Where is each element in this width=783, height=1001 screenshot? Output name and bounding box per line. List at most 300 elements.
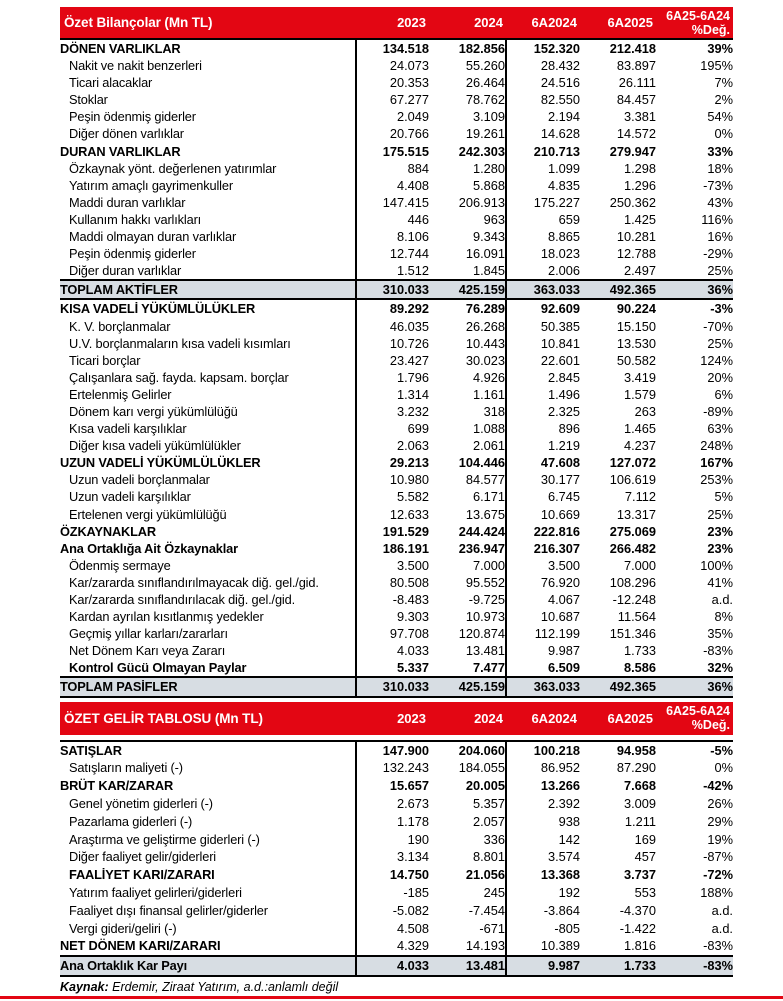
cell-value: 41%	[707, 574, 733, 590]
cell-value: 4.033	[356, 642, 429, 659]
income-statement-header	[60, 702, 733, 735]
cell-value: 2.392	[506, 795, 580, 813]
cell-value: 94.958	[580, 741, 656, 760]
cell-value: 2.194	[506, 108, 580, 125]
table-row	[60, 228, 733, 245]
cell-value: 363.033	[506, 677, 580, 696]
cell-value: 190	[356, 831, 429, 849]
table-row	[60, 420, 733, 437]
table-row	[60, 759, 733, 777]
cell-value: 127.072	[609, 455, 656, 471]
cell-value: -8.483	[356, 591, 429, 608]
cell-value: 896	[506, 420, 580, 437]
table-row	[60, 574, 733, 591]
row-label: Yatırım faaliyet gelirleri/giderleri	[69, 884, 242, 900]
cell-value: 699	[356, 420, 429, 437]
row-label: ÖZKAYNAKLAR	[60, 523, 156, 539]
cell-value: 30.023	[465, 352, 505, 368]
cell-value: -185	[356, 884, 429, 902]
cell-value: 7.000	[472, 557, 505, 573]
table-row	[60, 177, 733, 194]
cell-value: 9.987	[506, 956, 580, 976]
cell-value: 0%	[714, 760, 733, 776]
cell-value: 222.816	[506, 523, 580, 540]
table-row	[60, 741, 733, 760]
cell-value: 1.161	[472, 386, 505, 402]
cell-value: 204.060	[429, 741, 506, 760]
cell-value: 3.419	[623, 369, 656, 385]
cell-value: 10.980	[356, 471, 429, 488]
cell-value: 30.177	[506, 471, 580, 488]
cell-value: 7%	[714, 75, 733, 91]
cell-value: 26%	[707, 795, 733, 811]
cell-value: 80.508	[356, 574, 429, 591]
row-label: FAALİYET KARI/ZARARI	[69, 867, 215, 883]
row-label: Uzun vadeli borçlanmalar	[69, 472, 210, 488]
cell-value: 14.572	[616, 126, 656, 142]
cell-value: 84.457	[616, 92, 656, 108]
cell-value: 83.897	[616, 58, 656, 74]
cell-value: 2.845	[506, 369, 580, 386]
row-label: Ticari alacaklar	[69, 75, 153, 91]
cell-value: 3.134	[356, 848, 429, 866]
cell-value: -7.454	[468, 902, 505, 918]
row-label: Ertelenmiş Gelirler	[69, 386, 172, 402]
cell-value: 19.261	[465, 126, 505, 142]
cell-value: 5.337	[356, 659, 429, 677]
cell-value: 134.518	[356, 40, 429, 57]
cell-value: 50.582	[616, 352, 656, 368]
cell-value: 212.418	[609, 41, 656, 56]
change-header-line2: %Değ.	[691, 22, 730, 37]
cell-value: 182.856	[458, 41, 505, 56]
table-row	[60, 125, 733, 142]
cell-value: 25%	[707, 335, 733, 351]
cell-value: 23%	[707, 523, 733, 539]
cell-value: 89.292	[356, 299, 429, 317]
cell-value: 253%	[700, 472, 733, 488]
cell-value: 1.298	[623, 160, 656, 176]
cell-value: 7.112	[624, 489, 656, 505]
cell-value: 1.088	[472, 421, 505, 437]
cell-value: 2.061	[472, 438, 505, 454]
row-label: Diğer kısa vadeli yükümlülükler	[69, 438, 241, 454]
cell-value: 1.733	[580, 956, 656, 976]
row-label: Özkaynak yönt. değerlenen yatırımlar	[69, 160, 277, 176]
cell-value: 2.325	[506, 403, 580, 420]
row-label: Kullanım hakkı varlıkları	[69, 211, 202, 227]
cell-value: 1.845	[472, 263, 505, 279]
cell-value: 12.633	[356, 506, 429, 523]
cell-value: 1.816	[623, 938, 656, 954]
income-statement-section	[60, 702, 733, 977]
cell-value: 10.389	[506, 937, 580, 956]
cell-value: 279.947	[609, 143, 656, 159]
cell-value: 1.512	[356, 262, 429, 280]
cell-value: 1.280	[472, 160, 505, 176]
table-row	[60, 813, 733, 831]
cell-value: 195%	[700, 58, 733, 74]
cell-value: 8.586	[623, 660, 656, 676]
cell-value: 3.232	[356, 403, 429, 420]
cell-value: 35%	[707, 626, 733, 642]
cell-value: 86.952	[506, 759, 580, 777]
cell-value: 8.801	[472, 849, 505, 865]
cell-value: -671	[479, 920, 505, 936]
cell-value: -12.248	[612, 592, 656, 607]
cell-value: 10.973	[465, 609, 505, 625]
cell-value: 4.067	[506, 591, 580, 608]
cell-value: 1.425	[623, 211, 656, 227]
cell-value: 10.669	[506, 506, 580, 523]
cell-value: 18%	[707, 160, 733, 176]
cell-value: 36%	[656, 677, 733, 696]
cell-value: 4.329	[356, 937, 429, 956]
cell-value: 20.353	[356, 74, 429, 91]
cell-value: 250.362	[609, 194, 656, 210]
row-label: Dönem karı vergi yükümlülüğü	[69, 403, 238, 419]
table-row	[60, 318, 733, 335]
cell-value: 29.213	[356, 454, 429, 471]
cell-value: 142	[506, 831, 580, 849]
cell-value: -5.082	[356, 902, 429, 920]
cell-value: 124%	[700, 352, 733, 368]
cell-value: 36%	[656, 280, 733, 299]
cell-value: 14.193	[465, 938, 505, 954]
cell-value: 492.365	[580, 280, 656, 299]
cell-value: 147.415	[356, 194, 429, 211]
table-row	[60, 471, 733, 488]
cell-value: 2.006	[506, 262, 580, 280]
cell-value: -4.370	[619, 902, 656, 918]
column-header-2023: 2023	[397, 15, 426, 30]
cell-value: 4.237	[623, 438, 656, 454]
cell-value: 457	[634, 849, 656, 865]
cell-value: 26.464	[465, 75, 505, 91]
cell-value: 106.619	[609, 472, 656, 488]
cell-value: 23.427	[356, 352, 429, 369]
row-label: TOPLAM AKTİFLER	[60, 280, 356, 299]
cell-value: 10.443	[465, 335, 505, 351]
cell-value: -83%	[656, 956, 733, 976]
cell-value: 2.057	[472, 813, 505, 829]
balance-sheet-section	[60, 7, 733, 698]
row-label: Kar/zararda sınıflandırılacak diğ. gel./gid.	[69, 592, 295, 607]
row-label: Pazarlama giderleri (-)	[69, 813, 193, 829]
cell-value: 13.266	[506, 777, 580, 795]
cell-value: a.d.	[711, 902, 733, 918]
cell-value: 2.673	[356, 795, 429, 813]
cell-value: 13.481	[465, 643, 505, 659]
row-label: Uzun vadeli karşılıklar	[69, 489, 191, 505]
income-statement-title: ÖZET GELİR TABLOSU (Mn TL)	[64, 710, 263, 726]
cell-value: 23%	[707, 540, 733, 556]
cell-value: 10.726	[356, 335, 429, 352]
cell-value: 553	[634, 884, 656, 900]
column-header-change	[656, 9, 733, 37]
row-label: TOPLAM PASİFLER	[60, 677, 356, 696]
cell-value: 5.868	[472, 177, 505, 193]
cell-value: 13.675	[465, 506, 505, 522]
row-label: DURAN VARLIKLAR	[60, 143, 181, 159]
table-row	[60, 352, 733, 369]
source-note	[60, 980, 783, 994]
row-label: Diğer duran varlıklar	[69, 263, 182, 279]
table-row	[60, 506, 733, 523]
cell-value: 210.713	[506, 143, 580, 160]
cell-value: 26.268	[465, 318, 505, 334]
cell-value: 175.227	[506, 194, 580, 211]
cell-value: 100.218	[506, 741, 580, 760]
table-row	[60, 625, 733, 642]
row-label: Diğer faaliyet gelir/giderleri	[69, 849, 216, 865]
cell-value: 167%	[700, 455, 733, 471]
cell-value: 192	[506, 884, 580, 902]
cell-value: 82.550	[506, 91, 580, 108]
cell-value: -72%	[703, 867, 733, 883]
table-row	[60, 143, 733, 160]
row-label: Vergi gideri/geliri (-)	[69, 920, 177, 936]
table-row	[60, 488, 733, 505]
table-row	[60, 194, 733, 211]
cell-value: 15.657	[356, 777, 429, 795]
cell-value: 5%	[714, 489, 733, 505]
cell-value: 15.150	[616, 318, 656, 334]
cell-value: 76.920	[506, 574, 580, 591]
cell-value: 310.033	[356, 677, 429, 696]
row-label: U.V. borçlanmaların kısa vadeli kısımları	[69, 335, 291, 351]
table-row	[60, 299, 733, 317]
cell-value: 446	[356, 211, 429, 228]
cell-value: 4.508	[356, 920, 429, 938]
cell-value: 1.211	[624, 813, 656, 829]
cell-value: 116%	[701, 211, 733, 227]
cell-value: 25%	[707, 506, 733, 522]
row-label: Araştırma ve geliştirme giderleri (-)	[69, 831, 260, 847]
row-label: UZUN VADELİ YÜKÜMLÜLÜKLER	[60, 455, 261, 471]
cell-value: 39%	[707, 41, 733, 56]
cell-value: 4.926	[472, 369, 505, 385]
cell-value: 13.481	[429, 956, 506, 976]
cell-value: -5%	[656, 741, 733, 760]
bottom-red-rule	[0, 996, 783, 999]
cell-value: 95.552	[465, 574, 505, 590]
table-row	[60, 557, 733, 574]
cell-value: 188%	[700, 884, 733, 900]
cell-value: 938	[506, 813, 580, 831]
table-row	[60, 608, 733, 625]
cell-value: -87%	[703, 849, 733, 865]
cell-value: 104.446	[458, 455, 505, 471]
cell-value: 492.365	[580, 677, 656, 696]
table-row	[60, 920, 733, 938]
cell-value: 2.049	[356, 108, 429, 125]
cell-value: 10.841	[506, 335, 580, 352]
change-header-line2: %Değ.	[691, 718, 730, 733]
cell-value: 6.171	[472, 489, 505, 505]
row-label: Net Dönem Karı veya Zararı	[69, 643, 226, 659]
column-header-2024: 2024	[474, 15, 503, 30]
cell-value: 4.835	[506, 177, 580, 194]
cell-value: 245	[483, 884, 505, 900]
cell-value: 3.009	[623, 795, 656, 811]
cell-value: 55.260	[465, 58, 505, 74]
cell-value: 1.733	[623, 643, 656, 659]
table-row	[60, 262, 733, 280]
change-header-line1: 6A25-6A24	[666, 704, 730, 719]
cell-value: 175.515	[356, 143, 429, 160]
cell-value: 14.628	[506, 125, 580, 142]
cell-value: a.d.	[711, 592, 733, 607]
cell-value: 24.073	[356, 57, 429, 74]
income-statement-table	[60, 740, 733, 977]
row-label: Stoklar	[69, 92, 108, 108]
row-label: Geçmiş yıllar karları/zararları	[69, 626, 228, 642]
cell-value: 25%	[707, 263, 733, 279]
cell-value: 363.033	[506, 280, 580, 299]
row-label: DÖNEN VARLIKLAR	[60, 41, 181, 56]
row-label: Peşin ödenmiş giderler	[69, 246, 196, 262]
table-row	[60, 211, 733, 228]
cell-value: 5.582	[356, 488, 429, 505]
row-label: Satışların maliyeti (-)	[69, 760, 183, 776]
table-row	[60, 795, 733, 813]
cell-value: 84.577	[465, 472, 505, 488]
cell-value: 9.303	[356, 608, 429, 625]
row-label: Ana Ortaklık Kar Payı	[60, 956, 356, 976]
change-header-line1: 6A25-6A24	[666, 8, 730, 23]
cell-value: 20%	[707, 369, 733, 385]
cell-value: -83%	[703, 643, 733, 659]
cell-value: 20.005	[465, 778, 505, 794]
table-row	[60, 57, 733, 74]
cell-value: 9.343	[472, 229, 505, 245]
cell-value: 310.033	[356, 280, 429, 299]
column-header-6a2024: 6A2024	[531, 15, 577, 30]
cell-value: 236.947	[458, 540, 505, 556]
cell-value: 97.708	[356, 625, 429, 642]
cell-value: 33%	[707, 143, 733, 159]
cell-value: 10.281	[616, 229, 656, 245]
cell-value: 5.357	[472, 795, 505, 811]
cell-value: 12.744	[356, 245, 429, 262]
row-label: KISA VADELİ YÜKÜMLÜLÜKLER	[60, 301, 256, 317]
balance-sheet-table	[60, 40, 733, 698]
cell-value: -29%	[703, 246, 733, 262]
cell-value: 206.913	[458, 194, 505, 210]
table-row	[60, 523, 733, 540]
cell-value: 54%	[707, 109, 733, 125]
cell-value: 1.178	[356, 813, 429, 831]
cell-value: 22.601	[506, 352, 580, 369]
cell-value: 18.023	[506, 245, 580, 262]
cell-value: 6.509	[506, 659, 580, 677]
cell-value: -70%	[703, 318, 733, 334]
cell-value: 63%	[707, 421, 733, 437]
row-label: Ödenmiş sermaye	[69, 557, 171, 573]
cell-value: 3.737	[623, 867, 656, 883]
cell-value: -9.725	[468, 592, 505, 607]
cell-value: 152.320	[506, 40, 580, 57]
cell-value: 263	[634, 403, 656, 419]
row-label: NET DÖNEM KARI/ZARARI	[60, 938, 221, 954]
cell-value: 336	[483, 831, 505, 847]
cell-value: 76.289	[465, 301, 505, 317]
cell-value: 92.609	[506, 299, 580, 317]
cell-value: 1.579	[623, 386, 656, 402]
row-label: K. V. borçlanmalar	[69, 318, 171, 334]
column-header-6a2025: 6A2025	[607, 710, 653, 726]
cell-value: 13.317	[616, 506, 656, 522]
cell-value: 425.159	[429, 677, 506, 696]
cell-value: 32%	[707, 660, 733, 676]
table-row	[60, 74, 733, 91]
cell-value: 191.529	[356, 523, 429, 540]
cell-value: 2.063	[356, 437, 429, 454]
cell-value: 7.477	[472, 660, 505, 676]
cell-value: 11.564	[617, 609, 656, 625]
cell-value: 3.381	[623, 109, 656, 125]
cell-value: 87.290	[616, 760, 656, 776]
cell-value: 147.900	[356, 741, 429, 760]
cell-value: 13.368	[506, 866, 580, 884]
cell-value: 1.099	[506, 160, 580, 177]
balance-sheet-title: Özet Bilançolar (Mn TL)	[64, 15, 213, 30]
table-row	[60, 369, 733, 386]
table-row	[60, 677, 733, 696]
cell-value: 275.069	[609, 523, 656, 539]
row-label: Ana Ortaklığa Ait Özkaynaklar	[60, 540, 238, 556]
table-row	[60, 848, 733, 866]
column-header-change	[656, 704, 733, 732]
table-row	[60, 160, 733, 177]
cell-value: 186.191	[356, 540, 429, 557]
cell-value: 7.668	[623, 778, 656, 794]
cell-value: 963	[483, 211, 505, 227]
cell-value: -73%	[703, 177, 733, 193]
table-row	[60, 956, 733, 976]
cell-value: 6.745	[506, 488, 580, 505]
table-row	[60, 540, 733, 557]
row-label: Diğer dönen varlıklar	[69, 126, 184, 142]
table-row	[60, 437, 733, 454]
cell-value: 13.530	[616, 335, 656, 351]
cell-value: -83%	[703, 938, 733, 954]
cell-value: 9.987	[506, 642, 580, 659]
table-row	[60, 591, 733, 608]
table-row	[60, 245, 733, 262]
cell-value: 12.788	[616, 246, 656, 262]
cell-value: 1.465	[623, 421, 656, 437]
cell-value: 216.307	[506, 540, 580, 557]
cell-value: 20.766	[356, 125, 429, 142]
row-label: Çalışanlara sağ. fayda. kapsam. borçlar	[69, 369, 289, 385]
cell-value: 151.346	[609, 626, 656, 642]
cell-value: 169	[634, 831, 656, 847]
row-label: Nakit ve nakit benzerleri	[69, 58, 202, 74]
cell-value: 132.243	[356, 759, 429, 777]
cell-value: 21.056	[465, 867, 505, 883]
row-label: Ticari borçlar	[69, 352, 141, 368]
source-label: Kaynak:	[60, 979, 109, 994]
cell-value: 3.574	[506, 848, 580, 866]
row-label: Yatırım amaçlı gayrimenkuller	[69, 177, 233, 193]
cell-value: -42%	[703, 778, 733, 794]
cell-value: 2.497	[623, 263, 656, 279]
cell-value: 1.219	[506, 437, 580, 454]
cell-value: 318	[483, 403, 505, 419]
table-row	[60, 40, 733, 57]
